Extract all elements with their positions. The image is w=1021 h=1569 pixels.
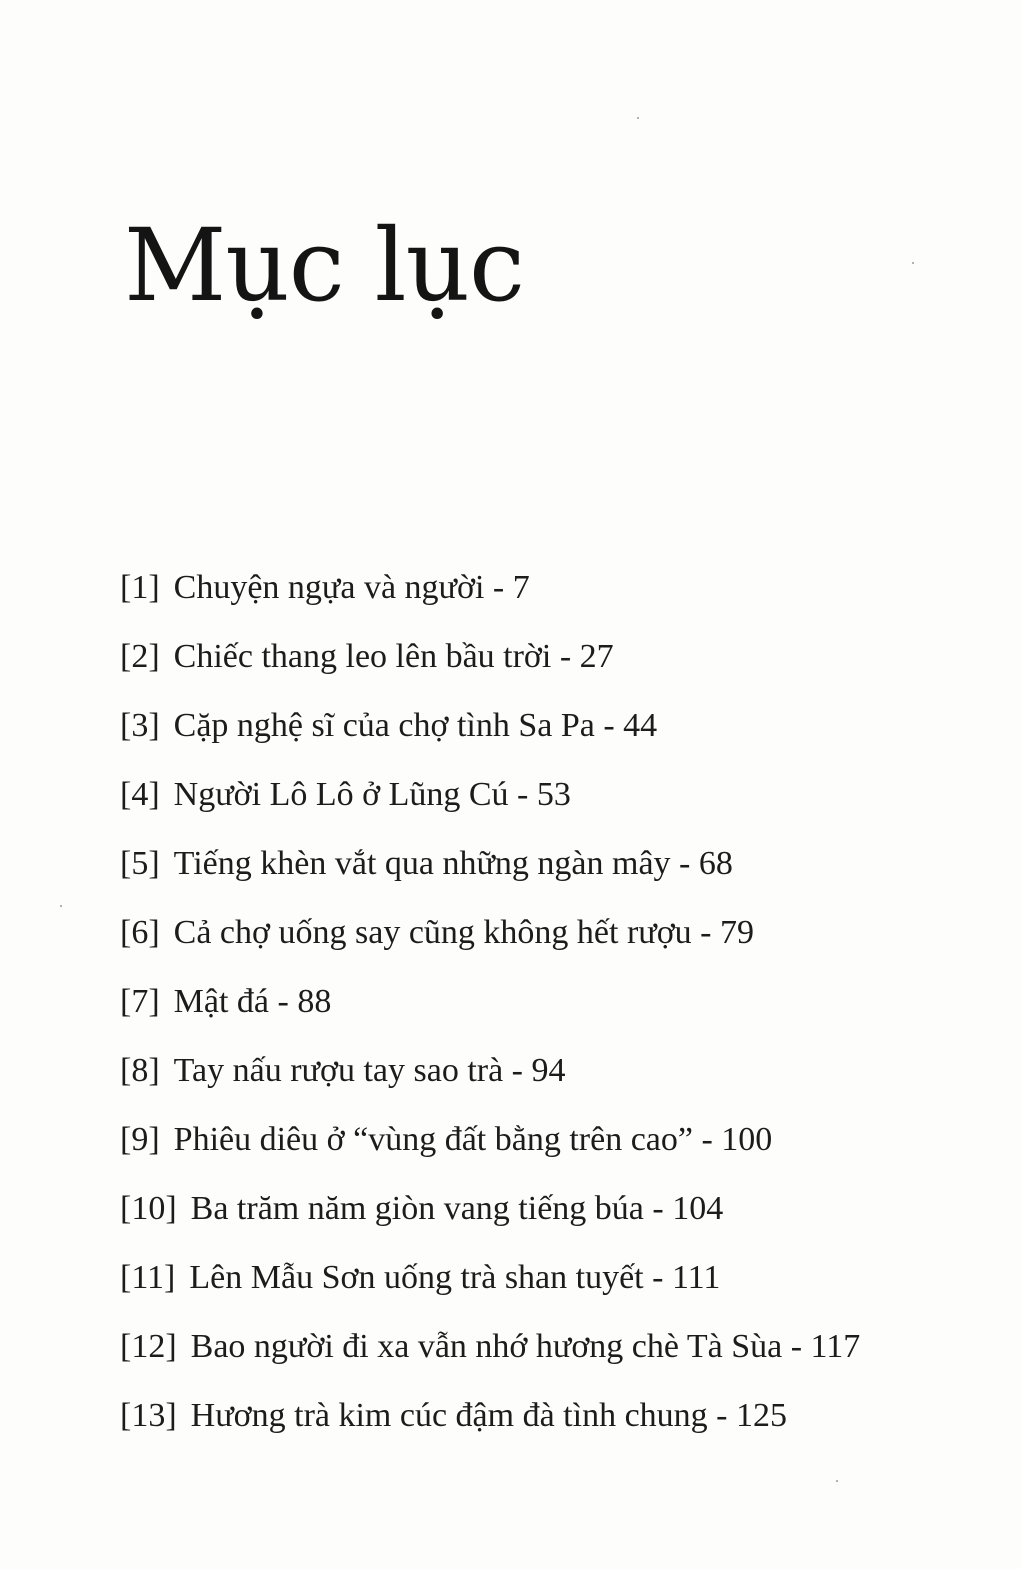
- toc-entry: [120, 629, 980, 698]
- toc-entry: [120, 1250, 980, 1319]
- toc-entry-number: [7]: [120, 983, 160, 1020]
- toc-entry: [120, 1112, 980, 1181]
- toc-entry: [120, 698, 980, 767]
- toc-entry-number: [1]: [120, 569, 160, 606]
- toc-entry-text: Phiêu diêu ở “vùng đất bằng trên cao” - 100: [173, 1121, 773, 1158]
- toc-entry-text: Lên Mẫu Sơn uống trà shan tuyết - 111: [189, 1259, 721, 1296]
- toc-entry: [120, 1043, 980, 1112]
- toc-entry-number: [8]: [120, 1052, 160, 1089]
- toc-entry: [120, 1181, 980, 1250]
- toc-entry-number: [12]: [120, 1328, 177, 1365]
- toc-entry-number: [4]: [120, 776, 160, 813]
- table-of-contents: [120, 560, 980, 1457]
- toc-entry-text: Tay nấu rượu tay sao trà - 94: [173, 1052, 566, 1089]
- toc-entry: [120, 905, 980, 974]
- toc-entry-number: [10]: [120, 1190, 177, 1227]
- paper-speck: [836, 1480, 838, 1482]
- toc-entry-text: Người Lô Lô ở Lũng Cú - 53: [173, 776, 571, 813]
- toc-entry-text: Cặp nghệ sĩ của chợ tình Sa Pa - 44: [173, 707, 658, 744]
- toc-entry-number: [5]: [120, 845, 160, 882]
- toc-entry-number: [11]: [120, 1259, 176, 1296]
- toc-entry-number: [3]: [120, 707, 160, 744]
- toc-entry-text: Chuyện ngựa và người - 7: [173, 569, 530, 606]
- toc-entry: [120, 836, 980, 905]
- toc-entry: [120, 560, 980, 629]
- toc-entry-text: Chiếc thang leo lên bầu trời - 27: [173, 638, 614, 675]
- page-title: Mục lục: [124, 207, 524, 324]
- paper-speck: [637, 117, 639, 119]
- paper-speck: [912, 262, 914, 264]
- toc-entry-text: Ba trăm năm giòn vang tiếng búa - 104: [190, 1190, 724, 1227]
- toc-entry: [120, 1319, 980, 1388]
- toc-entry-number: [13]: [120, 1397, 177, 1434]
- toc-entry-text: Cả chợ uống say cũng không hết rượu - 79: [173, 914, 754, 951]
- toc-entry: [120, 767, 980, 836]
- paper-speck: [60, 905, 62, 907]
- toc-entry-text: Hương trà kim cúc đậm đà tình chung - 125: [190, 1397, 787, 1434]
- toc-entry-text: Mật đá - 88: [173, 983, 332, 1020]
- toc-entry-number: [6]: [120, 914, 160, 951]
- toc-entry: [120, 1388, 980, 1457]
- toc-entry-number: [2]: [120, 638, 160, 675]
- toc-entry-number: [9]: [120, 1121, 160, 1158]
- toc-entry-text: Tiếng khèn vắt qua những ngàn mây - 68: [173, 845, 733, 882]
- toc-entry: [120, 974, 980, 1043]
- toc-entry-text: Bao người đi xa vẫn nhớ hương chè Tà Sùa - 117: [190, 1328, 861, 1365]
